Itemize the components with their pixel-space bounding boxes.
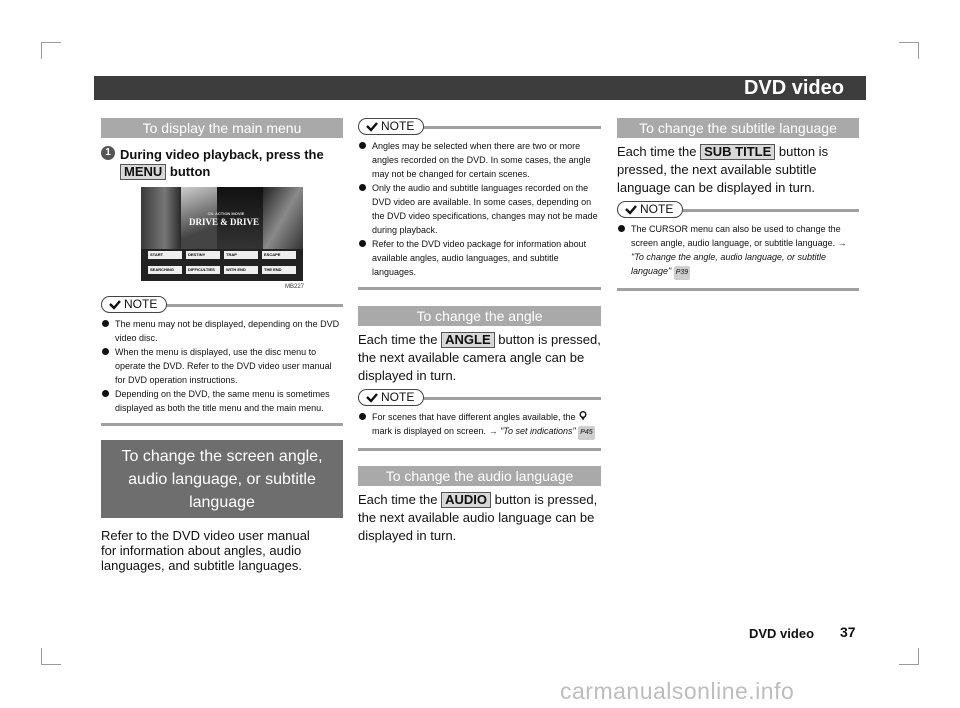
note-item: Depending on the DVD, the same menu is sometimes displayed as both the title menu and the main menu.	[101, 387, 343, 415]
angle-key: ANGLE	[441, 332, 495, 348]
note-bottom-rule	[358, 448, 601, 451]
note-item: Only the audio and subtitle languages recorded on the DVD video are available. In some cases, depending on the DVD video specifications, changes may not be made during playback.	[358, 181, 601, 237]
crop-mark-top-left-v	[41, 42, 42, 59]
audio-text-after: button is pressed, the next available audio language can be displayed in turn.	[358, 492, 598, 543]
menu-button-destiny: DESTINY	[186, 251, 220, 259]
note-header	[101, 296, 343, 312]
crop-mark-bottom-left-h	[41, 664, 61, 665]
note-label-text: NOTE	[381, 390, 415, 404]
note-item: When the menu is displayed, use the disc menu to operate the DVD. Refer to the DVD video user manual for DVD operation instructions.	[101, 345, 343, 387]
crop-mark-bottom-left-v	[41, 648, 42, 665]
menu-button-difficulties: DIFFICULTIES	[186, 266, 220, 274]
subtitle-text-after: button is pressed, the next available subtitle language can be displayed in turn.	[617, 144, 829, 195]
step-1	[101, 146, 343, 180]
step-number-badge: 1	[101, 146, 115, 160]
film-still-1	[141, 187, 181, 249]
crop-mark-bottom-right-h	[899, 664, 919, 665]
note-check-icon	[366, 393, 378, 403]
arrow-icon: →	[837, 238, 847, 248]
note-header	[617, 201, 859, 217]
note-list	[101, 317, 343, 415]
menu-button-escape: ESCAPE	[262, 251, 296, 259]
note-header	[358, 389, 601, 405]
audio-key: AUDIO	[441, 492, 491, 508]
angle-note-after: mark is displayed on screen.	[372, 426, 487, 436]
menu-button-with-end: WITH END	[224, 266, 258, 274]
note-item	[617, 222, 859, 280]
angle-heading: To change the angle	[358, 306, 601, 326]
middle-column	[358, 118, 601, 545]
note-check-icon	[625, 205, 637, 215]
menu-button-the-end: THE END	[262, 266, 296, 274]
note-label	[358, 118, 424, 135]
angle-note-before: For scenes that have different angles available, the	[372, 412, 576, 422]
note-label-text: NOTE	[640, 202, 674, 216]
angle-text	[358, 331, 601, 385]
figure-code: MB227	[284, 284, 304, 290]
screen-angle-text: Refer to the DVD video user manual for information about angles, audio languages, and subtitle languages.	[101, 528, 310, 573]
film-still-4	[263, 187, 303, 249]
header-bar	[94, 76, 866, 100]
arrow-icon: →	[488, 426, 498, 436]
angle-text-after: button is pressed, the next available camera angle can be displayed in turn.	[358, 332, 601, 383]
angle-text-before: Each time the	[358, 332, 438, 347]
page-reference: P45	[578, 426, 594, 440]
subtitle-text	[617, 143, 859, 197]
note-label-text: NOTE	[381, 119, 415, 133]
page-number: 37	[840, 624, 856, 640]
crop-mark-top-right-h	[899, 42, 919, 43]
note-list	[358, 139, 601, 279]
subtitle-heading: To change the subtitle language	[617, 118, 859, 138]
menu-key: MENU	[120, 164, 166, 180]
note-check-icon	[366, 122, 378, 132]
note-list	[617, 222, 859, 280]
menu-button-searching: SEARCHING	[148, 266, 182, 274]
note-item	[358, 410, 601, 440]
note-item: The menu may not be displayed, depending on the DVD video disc.	[101, 317, 343, 345]
left-column	[101, 118, 343, 573]
sub-title-key: SUB TITLE	[700, 144, 775, 160]
note-check-icon	[109, 300, 121, 310]
note-label	[358, 389, 424, 406]
screen-angle-heading: To change the screen angle, audio language, or subtitle language	[101, 440, 343, 518]
cross-reference: "To change the angle, audio language, or subtitle language"	[631, 252, 827, 276]
note-label-text: NOTE	[124, 297, 158, 311]
menu-button-start: START	[148, 251, 182, 259]
note-bottom-rule	[358, 287, 601, 290]
step-text-before: During video playback, press the	[120, 147, 324, 162]
note-bottom-rule	[617, 288, 859, 291]
note-list	[358, 410, 601, 440]
note-bottom-rule	[101, 423, 343, 426]
note-label	[617, 201, 683, 218]
note-label	[101, 296, 167, 313]
subtitle-text-before: Each time the	[617, 144, 697, 159]
watermark: carmanualsonline.info	[560, 678, 795, 704]
note-header	[358, 118, 601, 134]
main-menu-heading: To display the main menu	[101, 118, 343, 138]
menu-button-trap: TRAP	[224, 251, 258, 259]
audio-heading: To change the audio language	[358, 466, 601, 486]
crop-mark-top-left-h	[41, 42, 61, 43]
footer-section-label: DVD video	[749, 626, 815, 641]
audio-text	[358, 491, 601, 545]
right-column	[617, 118, 859, 291]
page-reference: P39	[674, 266, 690, 280]
menu-movie-title: DRIVE & DRIVE	[189, 217, 260, 227]
crop-mark-top-right-v	[918, 42, 919, 59]
angle-mark-icon	[578, 411, 588, 421]
cross-reference: "To set indications"	[500, 426, 576, 436]
note-item: Angles may be selected when there are two or more angles recorded on the DVD. In some cases, the angle may not be changed for certain scenes.	[358, 139, 601, 181]
crop-mark-bottom-right-v	[918, 648, 919, 665]
page-title: DVD video	[743, 77, 844, 99]
cursor-note-text: The CURSOR menu can also be used to change the screen angle, audio language, or subtitle language.	[631, 224, 841, 248]
menu-subtitle: CIL ACTION MOVIE	[207, 211, 245, 216]
dvd-menu-screenshot	[141, 187, 303, 281]
audio-text-before: Each time the	[358, 492, 438, 507]
step-text-after: button	[169, 164, 211, 179]
note-item: Refer to the DVD video package for information about available angles, audio languages, and subtitle languages.	[358, 237, 601, 279]
